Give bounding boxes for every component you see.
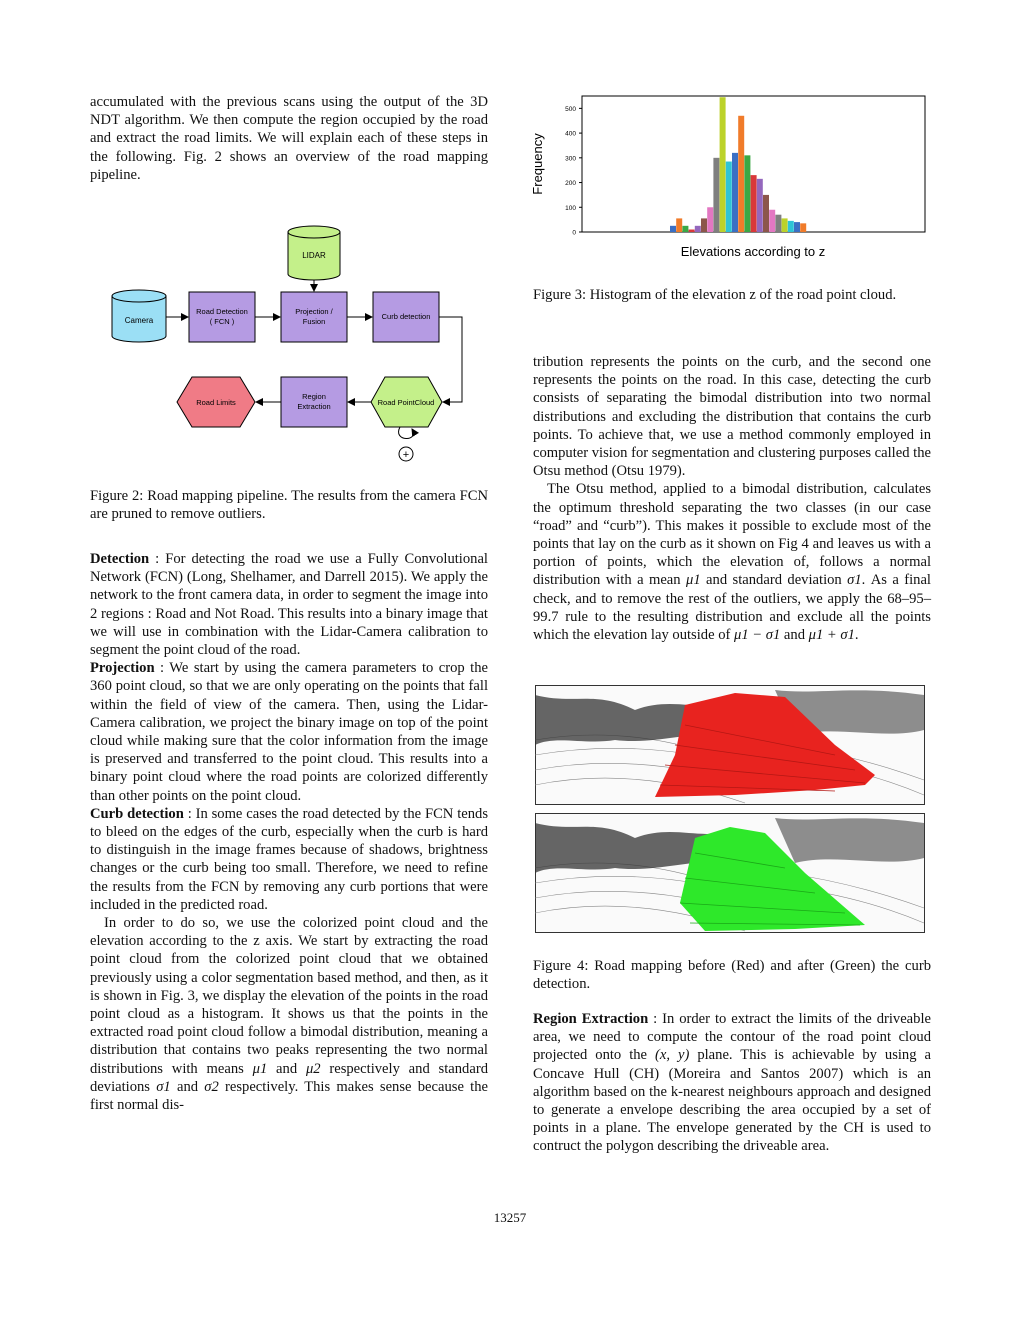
histogram-bar [751,175,757,232]
camera-node [112,290,166,342]
histogram-bar [757,179,763,232]
left-body-text [90,550,488,1114]
svg-text:Fusion: Fusion [302,317,326,326]
right-body-text [533,353,931,644]
histogram-bar [676,218,682,232]
svg-text:Curb detection: Curb detection [381,312,431,321]
svg-text:Road Detection: Road Detection [196,307,248,316]
svg-text:LIDAR: LIDAR [302,251,326,260]
svg-text:Road PointCloud: Road PointCloud [377,398,435,407]
road-detection-node [189,292,255,342]
figure-3-caption: Figure 3: Histogram of the elevation z of the road point cloud. [533,287,897,303]
histogram-bar [763,195,769,232]
page-number: 13257 [493,1210,527,1225]
svg-text:+: + [402,449,410,461]
otsu-paragraph: The Otsu method, applied to a bimodal distribution, calculates the optimum threshold separating the two classes (in our case “road” and “curb”). This makes it possible to exclude most of the points that lay on the curb as it shown on Fig 4 and leaves us with a portion of points, which the elevation of, follows a normal distribution with a mean μ1 and standard deviation σ1. As a final check, and to remove the rest of the outliers, we apply the 68–95–99.7 rule to the resulting distribution and exclude all the points which the elevation lay outside of μ1 − σ1 and μ1 + σ1. [533,481,931,644]
curb-detection-node [373,292,439,342]
svg-text:Camera: Camera [124,316,154,325]
figure-2-caption: Figure 2: Road mapping pipeline. The results from the camera FCN are pruned to remove outliers. [90,488,488,523]
histogram-bar [682,226,688,232]
histogram-bar [782,218,788,232]
bimodal-paragraph: tribution represents the points on the curb, and the second one represents the points on the road. In this case, detecting the curb consists of separating the bimodal distribution into two normal distributions and excluding the distribution that contains the curb points. To achieve that, we use a method commonly employed in computer vision for segmentation and clustering purposes called the Otsu method (Otsu 1979). [533,354,931,480]
projection-paragraph: Projection : We start by using the camera parameters to crop the 360 point cloud, so that we are only operating on the points that fall within the field of view of the camera. Then, using the Lidar-Camera calibration, we project the binary image on top of the point cloud while making sure that the color information from the image is preserved and transferred to the point cloud. This results into a binary point cloud where the road points are colorized differently than other points on the point cloud. [90,660,488,804]
y-tick-label: 400 [565,130,576,138]
region-extraction-paragraph: Region Extraction : In order to extract the limits of the driveable area, we need to compute the contour of the road point cloud projected onto the (x, y) plane. This is achievable by using a Concave Hull (CH) (Moreira and Santos 2007) which is an algorithm based on the k-nearest neighbours approach and designed to generate a envelope describing the area occupied by a set of points in a plane. The envelope generated by the CH is used to contruct the polygon describing the driveable area. [533,1011,931,1155]
y-tick-label: 100 [565,204,576,212]
histogram-bar [701,218,707,232]
histogram-bar [707,207,713,232]
elevation-histogram [530,88,930,268]
road-mapping-before-image [535,685,925,805]
y-axis-ticks [565,106,582,237]
svg-text:Region: Region [302,392,326,401]
svg-text:Extraction: Extraction [297,402,331,411]
histogram-bar [769,210,775,232]
y-tick-label: 200 [565,180,576,188]
histogram-bar [794,222,800,232]
plus-icon [399,447,413,461]
y-tick-label: 300 [565,155,576,163]
histogram-bar [775,215,781,232]
road-pointcloud-node [371,377,442,427]
histogram-bar [720,97,726,232]
histogram-bar [788,221,794,232]
y-tick-label: 0 [572,229,576,237]
y-axis-label: Frequency [530,133,545,195]
projection-fusion-node [281,292,347,342]
histogram-bar [738,116,744,232]
pipeline-diagram [100,222,480,472]
histogram-bar [713,158,719,232]
y-tick-label: 500 [565,105,576,113]
histogram-bar [800,223,806,232]
left-intro-paragraph: accumulated with the previous scans using the output of the 3D NDT algorithm. We then compute the region occupied by the road and extract the road limits. We will explain each of these steps in the following. Fig. 2 shows an overview of the road mapping pipeline. [90,94,488,183]
histogram-bar [670,226,676,232]
curb-detection-paragraph: Curb detection : In some cases the road detected by the FCN tends to bleed on the edges of the curb, especially when the curb is hard to distinguish in the image frames because of shadows, brightness changes or the curb being too small. Therefore, we need to refine the results from the FCN by removing any curb portions that were included in the predicted road. [90,805,488,913]
lidar-node [288,226,340,280]
histogram-bars [670,97,806,232]
region-extraction-node [281,377,347,427]
svg-text:Road Limits: Road Limits [196,398,236,407]
in-order-paragraph: In order to do so, we use the colorized point cloud and the elevation according to the z axis. We start by extracting the road point cloud from the colorized point cloud that we obtained previously using a color segmentation based method, and then, as it is shown in Fig. 3, we display the elevation of the points in the road point cloud as a histogram. It shows us that the points in the extracted road point cloud follow a bimodal distribution, meaning a distribution that contains two peaks representing the two normal distributions with means μ1 and μ2 respectively and standard deviations σ1 and σ2 respectively. This makes sense because the first normal dis- [90,915,488,1114]
road-limits-node [177,377,255,427]
svg-text:Projection /: Projection / [295,307,333,316]
svg-text:( FCN ): ( FCN ) [209,317,235,326]
histogram-bar [726,162,732,232]
x-axis-label: Elevations according to z [680,244,826,259]
histogram-bar [689,230,695,232]
histogram-bar [744,155,750,232]
histogram-bar [695,226,701,232]
figure-4-caption: Figure 4: Road mapping before (Red) and after (Green) the curb detection. [533,958,931,993]
road-mapping-after-image [535,813,925,933]
histogram-bar [732,153,738,232]
detection-paragraph: Detection : For detecting the road we use a Fully Convolutional Network (FCN) (Long, Shelhamer, and Darrell 2015). We apply the network to the front camera data, in order to segment the image into 2 regions : Road and Not Road. This results into a binary image that we will use in combination with the Lidar-Camera calibration to segment the point cloud of the road. [90,551,488,659]
